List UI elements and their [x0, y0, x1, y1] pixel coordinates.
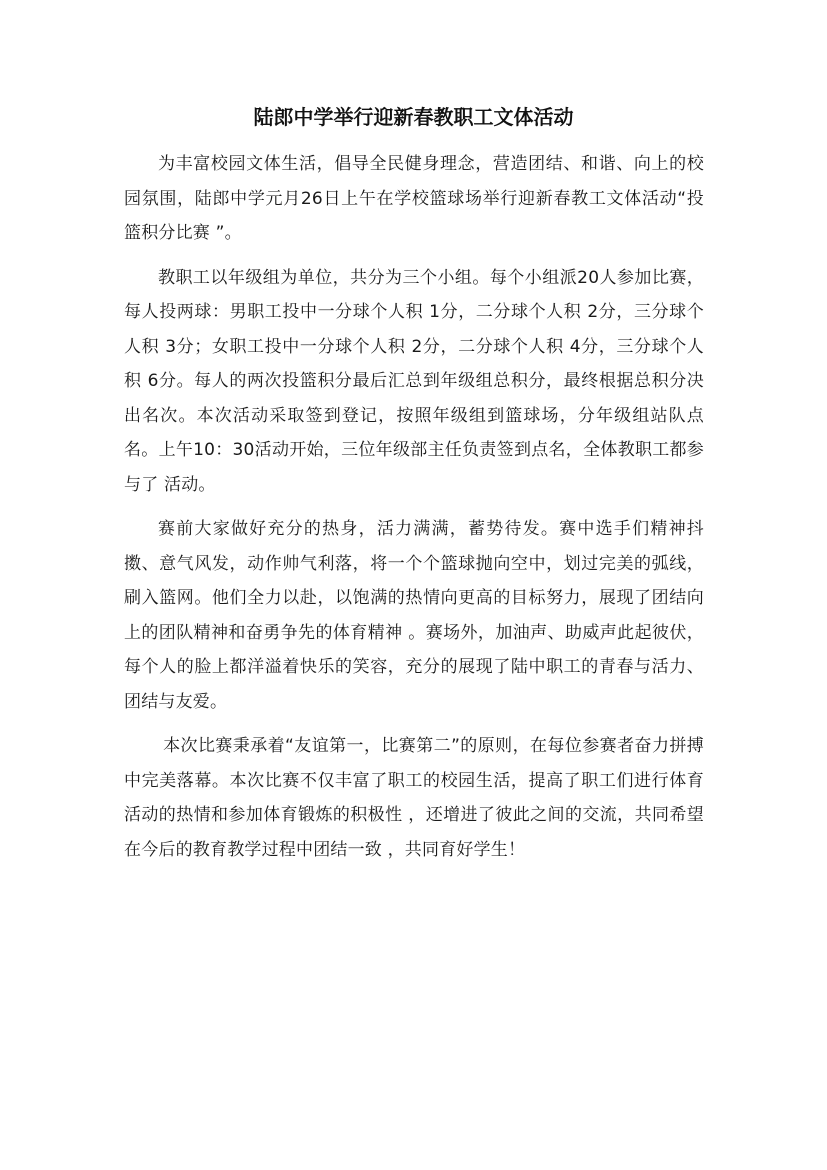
- paragraph-rules: 教职工以年级组为单位，共分为三个小组。每个小组派20人参加比赛，每人投两球：男职工投中一分球个人积 1分，二分球个人积 2分，三分球个人积 3分；女职工投中一分球个人积 2分，二分球个人积 4分，三分球个人积 6分。每人的两次投篮积分最后汇总到年级组总积分，最终根据总积分决出名次。本次活动采取签到登记，按照年级组到篮球场，分年级组站队点名。上午10：30活动开始，三位年级部主任负责签到点名，全体教职工都参与了 活动。: [124, 267, 704, 495]
- paragraph-conclusion: 本次比赛秉承着“友谊第一，比赛第二”的原则，在每位参赛者奋力拼搏中完美落幕。本次比赛不仅丰富了职工的校园生活，提高了职工们进行体育活动的热情和参加体育锻炼的积极性 ，还增进了彼此之间的交流，共同希望在今后的教育教学过程中团结一致 ，共同育好学生！: [124, 736, 704, 860]
- paragraph-intro: 为丰富校园文体生活，倡导全民健身理念，营造团结、和谐、向上的校园氛围，陆郎中学元月26日上午在学校篮球场举行迎新春教工文体活动“投篮积分比赛 ”。: [124, 154, 704, 243]
- document-title: 陆郎中学举行迎新春教职工文体活动: [253, 105, 574, 129]
- document-body: [124, 147, 704, 867]
- paragraph-competition: 赛前大家做好充分的热身，活力满满，蓄势待发。赛中选手们精神抖擞、意气风发，动作帅气利落，将一个个篮球抛向空中，划过完美的弧线，刷入篮网。他们全力以赴，以饱满的热情向更高的目标努力，展现了团结向上的团队精神和奋勇争先的体育精神 。赛场外，加油声、助威声此起彼伏，每个人的脸上都洋溢着快乐的笑容，充分的展现了陆中职工的青春与活力、团结与友爱。: [124, 519, 704, 712]
